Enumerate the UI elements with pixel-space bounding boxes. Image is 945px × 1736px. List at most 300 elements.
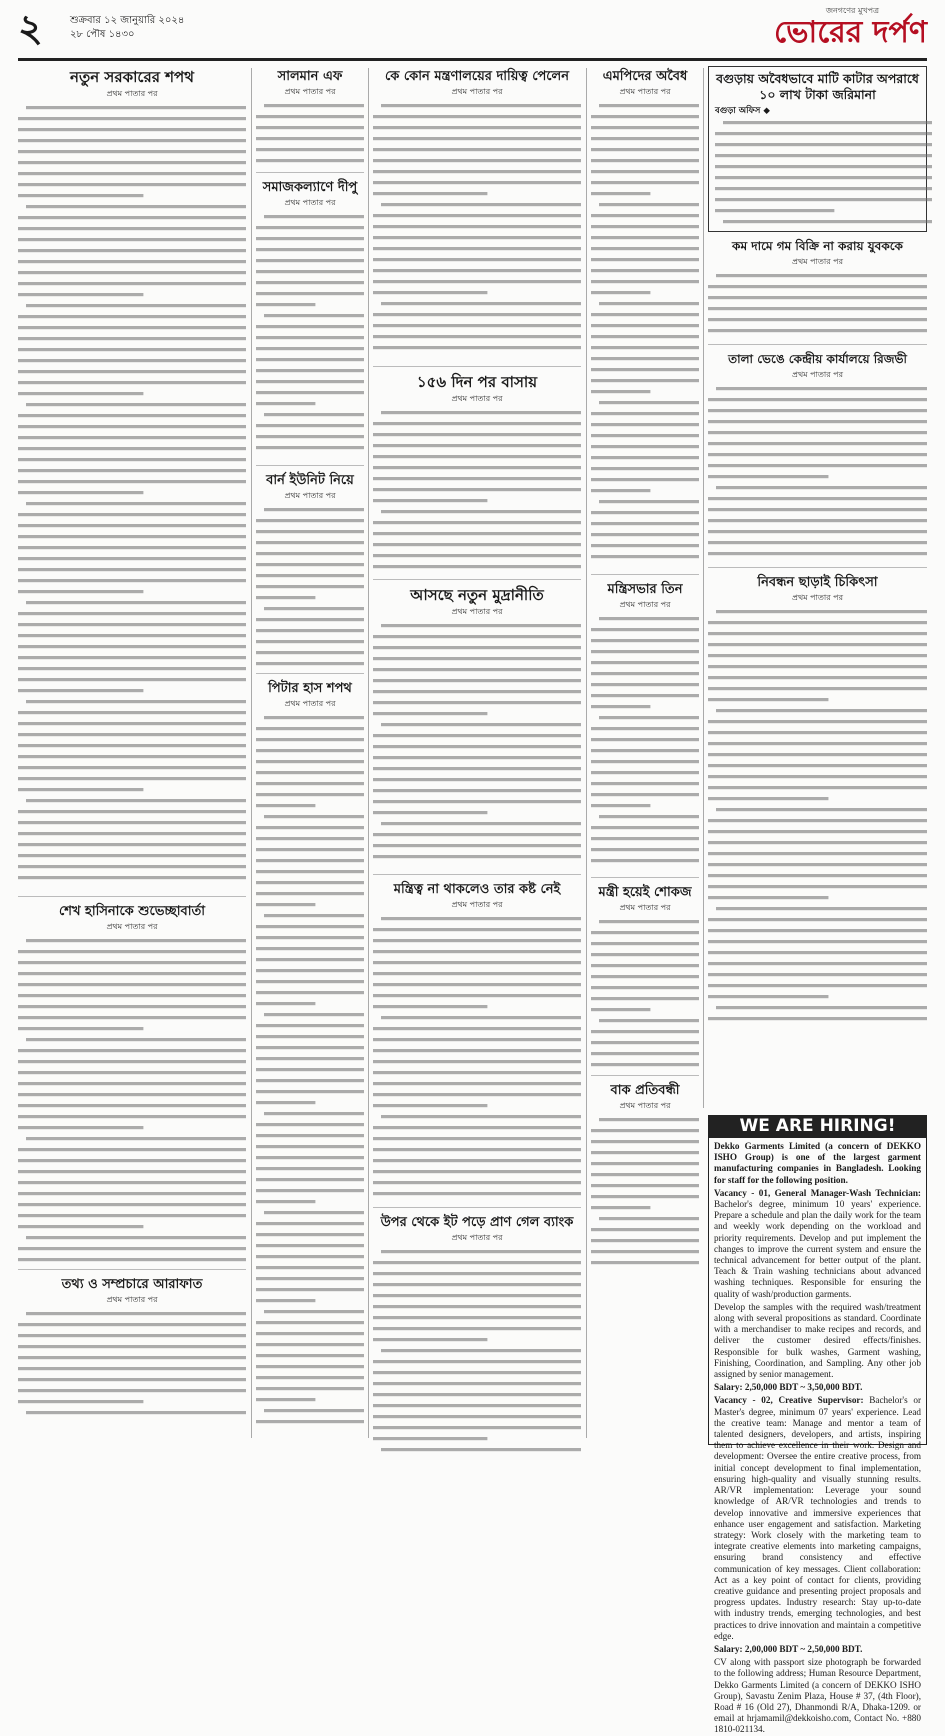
text-line — [256, 1200, 315, 1203]
text-line — [256, 1123, 364, 1126]
text-line — [256, 270, 364, 273]
text-line — [708, 962, 927, 965]
jump-line: প্রথম পাতার পর — [792, 593, 843, 602]
text-line — [256, 347, 364, 350]
text-line — [591, 1184, 699, 1187]
text-line — [373, 950, 581, 953]
text-line — [373, 565, 581, 568]
headline: নতুন সরকারের শপথ — [70, 68, 194, 86]
text-line — [381, 624, 581, 627]
body-text — [18, 1308, 246, 1423]
text-line — [256, 1222, 364, 1225]
text-line — [708, 720, 927, 723]
text-line — [18, 227, 246, 230]
text-line — [18, 436, 246, 439]
body-text — [708, 606, 927, 1026]
text-line — [591, 1129, 699, 1132]
text-line — [18, 1148, 246, 1151]
text-line — [373, 1071, 581, 1074]
text-line — [373, 499, 487, 502]
headline: এমপিদের অবৈধ — [602, 69, 688, 84]
vacancy-1-description: Bachelor's degree, minimum 10 years' experience. Prepare a schedule and plan the daily work for the team and weekly work depending on the workload and priority requirements. Develop and put implement the changes to improve the current system and ensure the technical advancement for better output of the plant. Teach & Train washing technicians about advanced washing techniques. Responsible for ensuring the quality of wash/production garments. — [714, 1199, 921, 1299]
text-line — [256, 727, 364, 730]
text-line — [18, 972, 246, 975]
text-line — [18, 183, 246, 186]
text-line — [18, 128, 246, 131]
jump-line: প্রথম পাতার পর — [451, 900, 503, 909]
text-line — [591, 1063, 699, 1066]
byline: বগুড়া অফিস ◆ — [715, 106, 770, 116]
text-line — [373, 1170, 581, 1173]
text-line — [256, 859, 364, 862]
text-line — [18, 1378, 246, 1381]
text-line — [256, 115, 364, 118]
text-line — [373, 324, 581, 327]
text-line — [373, 778, 581, 781]
text-line — [264, 607, 364, 610]
text-line — [381, 917, 581, 920]
text-line — [373, 767, 581, 770]
text-line — [18, 161, 246, 164]
text-line — [256, 336, 364, 339]
text-line — [708, 918, 927, 921]
greeked-text-lines — [591, 1114, 699, 1274]
text-line — [373, 1437, 487, 1440]
text-line — [264, 1409, 364, 1412]
text-line — [18, 513, 246, 516]
text-line — [18, 722, 246, 725]
text-line — [373, 532, 581, 535]
text-line — [373, 291, 487, 294]
text-line — [381, 302, 581, 305]
text-line — [18, 337, 246, 340]
text-line — [708, 409, 927, 412]
text-line — [599, 1118, 699, 1121]
text-line — [715, 198, 932, 201]
text-line — [708, 442, 927, 445]
text-line — [18, 216, 246, 219]
greeked-text-lines — [373, 407, 581, 575]
text-line — [708, 519, 927, 522]
text-line — [708, 687, 927, 690]
text-line — [256, 760, 364, 763]
text-line — [591, 1151, 699, 1154]
text-line — [373, 115, 581, 118]
text-line — [18, 447, 246, 450]
text-line — [708, 731, 927, 734]
text-line — [256, 793, 364, 796]
text-line — [716, 387, 927, 390]
text-line — [708, 654, 927, 657]
text-line — [256, 640, 364, 643]
text-line — [256, 137, 364, 140]
text-line — [18, 326, 246, 329]
text-line — [256, 126, 364, 129]
headline: সালমান এফ — [277, 69, 343, 84]
text-line — [373, 800, 581, 803]
text-line — [26, 601, 246, 604]
headline: বার্ন ইউনিট নিয়ে — [266, 473, 354, 488]
text-line — [18, 469, 246, 472]
headline: ১৫৬ দিন পর বাসায় — [416, 373, 538, 391]
text-line — [708, 643, 927, 646]
text-line — [373, 214, 581, 217]
greeked-text-lines — [715, 117, 932, 227]
text-line — [715, 154, 932, 157]
body-text — [256, 211, 364, 461]
text-line — [708, 929, 927, 932]
jump-line: প্রথম পাতার পর — [284, 699, 336, 708]
text-line — [256, 1398, 315, 1401]
text-line — [708, 508, 927, 511]
text-line — [373, 635, 581, 638]
text-line — [18, 590, 143, 593]
text-line — [708, 885, 927, 888]
jump-line: প্রথম পাতার পর — [451, 394, 503, 403]
text-line — [708, 786, 927, 789]
text-line — [373, 756, 581, 759]
greeked-text-lines — [708, 270, 927, 340]
body-text — [373, 620, 581, 870]
text-line — [264, 815, 364, 818]
page-number: ২ — [18, 5, 43, 50]
text-line — [256, 1277, 364, 1280]
text-line — [18, 1389, 246, 1392]
jump-line: প্রথম পাতার পর — [451, 1233, 503, 1242]
text-line — [373, 1049, 581, 1052]
text-line — [708, 764, 927, 767]
text-line — [256, 1134, 364, 1137]
text-line — [373, 466, 581, 469]
text-line — [256, 903, 315, 906]
text-line — [18, 1334, 246, 1337]
greeked-text-lines — [373, 100, 581, 362]
text-line — [26, 1312, 246, 1315]
headline: মন্ত্রিসভার তিন — [607, 582, 683, 597]
greeked-text-lines — [373, 1246, 581, 1461]
text-line — [373, 646, 581, 649]
text-line — [18, 994, 246, 997]
text-line — [18, 1126, 143, 1129]
text-line — [18, 1203, 246, 1206]
text-line — [373, 939, 581, 942]
text-line — [708, 830, 927, 833]
text-line — [256, 629, 364, 632]
text-line — [18, 1159, 246, 1162]
text-line — [373, 833, 581, 836]
text-line — [373, 1316, 581, 1319]
text-line — [373, 961, 581, 964]
text-line — [708, 676, 927, 679]
text-line — [256, 1332, 364, 1335]
text-line — [708, 632, 927, 635]
text-line — [18, 1071, 246, 1074]
text-line — [256, 1376, 364, 1379]
text-line — [715, 143, 932, 146]
text-line — [715, 209, 834, 212]
text-line — [18, 348, 246, 351]
column-1 — [18, 68, 246, 1433]
text-line — [373, 712, 487, 715]
jump-line: প্রথম পাতার পর — [792, 370, 843, 379]
text-line — [18, 568, 246, 571]
story-peter-haas — [256, 680, 364, 1436]
text-line — [256, 651, 364, 654]
text-line — [256, 1035, 364, 1038]
story-wheat-youth — [708, 238, 927, 345]
text-line — [256, 1288, 364, 1291]
text-line — [256, 391, 364, 394]
text-line — [256, 1321, 364, 1324]
text-line — [373, 811, 487, 814]
headline: সমাজকল্যাণে দীপু — [262, 180, 358, 195]
text-line — [18, 733, 246, 736]
text-line — [256, 1255, 364, 1258]
text-line — [18, 557, 246, 560]
text-line — [26, 799, 246, 802]
body-text — [708, 270, 927, 340]
text-line — [373, 679, 581, 682]
text-line — [715, 176, 932, 179]
text-line — [373, 269, 581, 272]
ad-body — [708, 1137, 927, 1735]
text-line — [373, 983, 581, 986]
text-line — [708, 775, 927, 778]
story-speech-impaired — [591, 1082, 699, 1278]
text-line — [256, 303, 315, 306]
text-line — [373, 521, 581, 524]
text-line — [18, 854, 246, 857]
text-line — [708, 698, 828, 701]
text-line — [373, 1038, 581, 1041]
text-line — [264, 1112, 364, 1115]
text-line — [18, 579, 246, 582]
text-line — [591, 804, 650, 807]
text-line — [256, 991, 364, 994]
text-line — [18, 293, 143, 296]
greeked-text-lines — [18, 102, 246, 892]
jump-line: প্রথম পাতার পর — [106, 89, 158, 98]
text-line — [381, 510, 581, 513]
text-line — [18, 634, 246, 637]
text-line — [18, 1247, 246, 1250]
text-line — [373, 657, 581, 660]
jump-line: প্রথম পাতার পর — [792, 257, 843, 266]
text-line — [18, 1356, 246, 1359]
text-line — [26, 106, 246, 109]
text-line — [708, 742, 927, 745]
text-line — [256, 435, 364, 438]
text-line — [373, 1294, 581, 1297]
story-burn-unit — [256, 472, 364, 674]
body-text — [256, 504, 364, 669]
vacancy-1-title: Vacancy - 01, General Manager-Wash Technician: — [714, 1187, 921, 1198]
text-line — [18, 711, 246, 714]
text-line — [256, 848, 364, 851]
text-line — [708, 398, 927, 401]
date-box — [70, 14, 184, 42]
text-line — [18, 238, 246, 241]
text-line — [373, 225, 581, 228]
text-line — [381, 1349, 581, 1352]
jump-line: প্রথম পাতার পর — [106, 922, 158, 931]
text-line — [708, 863, 927, 866]
story-bank-brick-accident — [373, 1214, 581, 1465]
headline: তালা ভেঙে কেন্দ্রীয় কার্যালয়ে রিজভী — [728, 352, 907, 366]
text-line — [373, 335, 581, 338]
text-line — [715, 132, 932, 135]
text-line — [264, 215, 364, 218]
text-line — [256, 1156, 364, 1159]
text-line — [373, 994, 581, 997]
text-line — [373, 247, 581, 250]
text-line — [256, 1145, 364, 1148]
story-bogura-soil-fine — [708, 66, 927, 232]
text-line — [18, 1027, 143, 1030]
headline: কম দামে গম বিক্রি না করায় যুবককে — [732, 239, 903, 253]
column-2 — [256, 68, 364, 1442]
text-line — [716, 274, 927, 277]
text-line — [716, 1006, 927, 1009]
text-line — [256, 1167, 364, 1170]
text-line — [18, 1225, 143, 1228]
text-line — [708, 329, 927, 332]
text-line — [18, 1170, 246, 1173]
text-line — [264, 104, 364, 107]
text-line — [256, 446, 364, 449]
text-line — [381, 723, 581, 726]
text-line — [591, 489, 650, 492]
text-line — [256, 237, 364, 240]
text-line — [26, 1411, 246, 1414]
text-line — [591, 390, 650, 393]
text-line — [716, 709, 927, 712]
story-dipu-social-welfare — [256, 179, 364, 466]
text-line — [256, 749, 364, 752]
text-line — [26, 304, 246, 307]
text-line — [591, 1195, 699, 1198]
text-line — [18, 381, 246, 384]
text-line — [256, 837, 364, 840]
vacancy-2-title: Vacancy - 02, Creative Supervisor: — [714, 1395, 864, 1406]
text-line — [264, 914, 364, 917]
text-line — [373, 1415, 581, 1418]
text-line — [591, 1140, 699, 1143]
text-line — [716, 610, 927, 613]
story-salman-f — [256, 68, 364, 173]
text-line — [256, 1178, 364, 1181]
story-new-government-oath — [18, 68, 246, 897]
text-line — [26, 1038, 246, 1041]
text-line — [373, 192, 487, 195]
text-line — [18, 392, 143, 395]
text-line — [256, 1068, 364, 1071]
text-line — [373, 1371, 581, 1374]
text-line — [715, 187, 932, 190]
text-line — [256, 1233, 364, 1236]
text-line — [373, 1393, 581, 1396]
text-line — [256, 530, 364, 533]
text-line — [373, 1027, 581, 1030]
text-line — [256, 563, 364, 566]
text-line — [18, 1060, 246, 1063]
greeked-text-lines — [256, 211, 364, 461]
date-gregorian: শুক্রবার ১২ জানুয়ারি ২০২৪ — [70, 15, 185, 26]
text-line — [26, 1236, 246, 1239]
text-line — [256, 881, 364, 884]
jump-line: প্রথম পাতার পর — [619, 600, 671, 609]
jump-line: প্রথম পাতার পর — [619, 1101, 671, 1110]
text-line — [708, 753, 927, 756]
text-line — [18, 1104, 246, 1107]
headline: আসছে নতুন মুদ্রানীতি — [410, 586, 544, 604]
headline: কে কোন মন্ত্রণালয়ের দায়িত্ব পেলেন — [385, 69, 569, 84]
text-line — [373, 844, 581, 847]
text-line — [708, 1017, 927, 1020]
text-line — [18, 139, 246, 142]
column-3 — [373, 68, 581, 1471]
text-line — [723, 121, 932, 124]
text-line — [708, 431, 927, 434]
text-line — [708, 541, 927, 544]
text-line — [18, 766, 246, 769]
text-line — [373, 1261, 581, 1264]
text-line — [373, 1305, 581, 1308]
greeked-text-lines — [256, 504, 364, 669]
jump-line: প্রথম পাতার পর — [619, 903, 671, 912]
body-text — [373, 1246, 581, 1461]
text-line — [256, 1387, 364, 1390]
text-line — [18, 1400, 143, 1403]
text-line — [373, 455, 581, 458]
text-line — [26, 939, 246, 942]
text-line — [18, 1049, 246, 1052]
text-line — [26, 1137, 246, 1140]
text-line — [373, 170, 581, 173]
story-rizvi-central-office — [708, 351, 927, 568]
text-line — [708, 552, 927, 555]
text-line — [591, 1008, 650, 1011]
text-line — [256, 925, 364, 928]
greeked-text-lines — [18, 935, 246, 1265]
text-line — [18, 788, 143, 791]
text-line — [708, 665, 927, 668]
text-line — [708, 530, 927, 533]
logo-tagline: জনগণের মুখপত্র — [825, 6, 879, 15]
headline: বাক প্রতিবন্ধী — [610, 1083, 680, 1098]
headline: বগুড়ায় অবৈধভাবে মাটি কাটার অপরাধে ১০ লাখ টাকা জরিমানা — [716, 71, 919, 102]
greeked-text-lines — [373, 620, 581, 870]
text-line — [256, 585, 364, 588]
text-line — [373, 148, 581, 151]
text-line — [256, 1343, 364, 1346]
text-line — [256, 804, 315, 807]
text-line — [18, 480, 246, 483]
text-line — [373, 972, 581, 975]
text-line — [18, 865, 246, 868]
text-line — [373, 236, 581, 239]
text-line — [256, 947, 364, 950]
text-line — [18, 961, 246, 964]
jump-line: প্রথম পাতার পর — [106, 1295, 158, 1304]
text-line — [18, 810, 246, 813]
text-line — [18, 491, 143, 494]
text-line — [381, 1016, 581, 1019]
text-line — [708, 318, 927, 321]
text-line — [708, 841, 927, 844]
text-line — [18, 1181, 246, 1184]
text-line — [18, 1192, 246, 1195]
